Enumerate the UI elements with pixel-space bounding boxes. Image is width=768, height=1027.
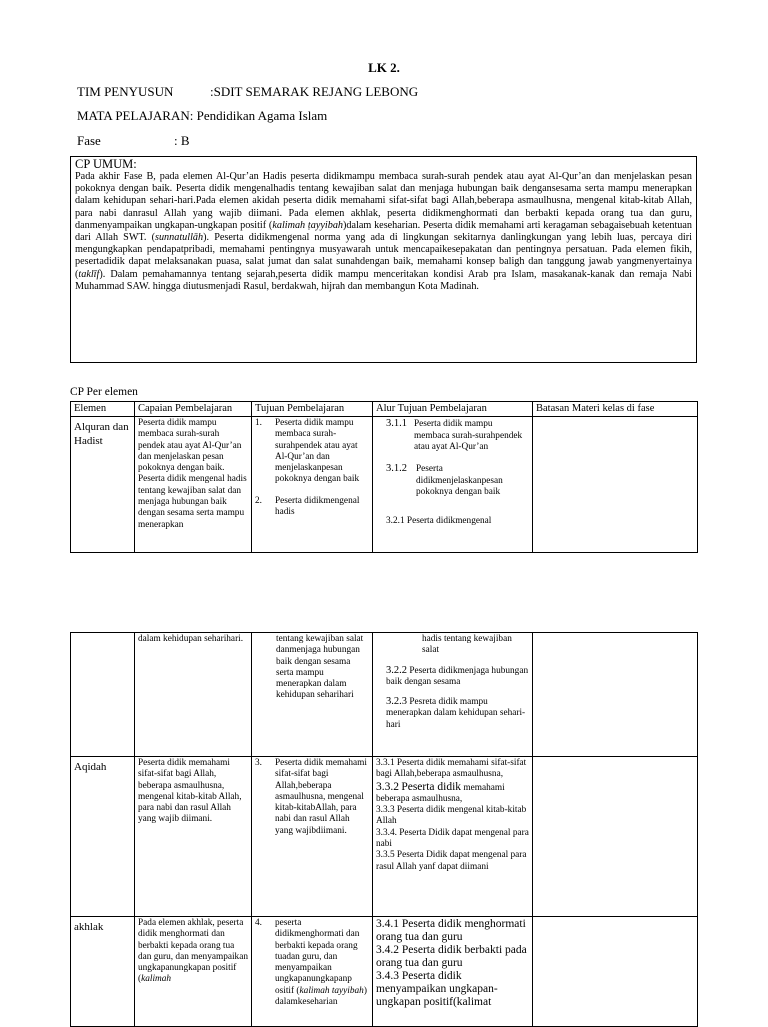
table-row <box>71 417 698 553</box>
elemen-akhlak: akhlak <box>71 917 135 1027</box>
atp-alquran: 3.1.1 Peserta didik mampu membaca surah-surahpendek atau ayat Al-Qur’an 3.1.2 Peserta didikmenjelaskanpesan pokoknya dengan baik 3.2.1 Peserta didikmengenal <box>373 417 533 553</box>
header-alur: Alur Tujuan Pembelajaran <box>373 402 533 417</box>
atp-akhlak: 3.4.1 Peserta didik menghormati orang tua dan guru 3.4.2 Peserta didik berbakti pada orang tua dan guru 3.4.3 Peserta didik menyampaikan ungkapan-ungkapan positif(kalimat <box>373 917 533 1027</box>
cp-table-page-2 <box>70 632 698 1027</box>
batasan-alquran-cont <box>533 633 698 757</box>
tp-alquran-cont: tentang kewajiban salat danmenjaga hubungan baik dengan sesama serta mampu menerapkan dalam kehidupan seharihari <box>252 633 373 757</box>
table-row <box>71 757 698 917</box>
meta-team <box>77 84 419 100</box>
batasan-alquran <box>533 417 698 553</box>
header-capaian: Capaian Pembelajaran <box>135 402 252 417</box>
cp-umum-heading: CP UMUM: <box>75 157 137 171</box>
elemen-alquran: Alquran dan Hadist <box>71 417 135 553</box>
elemen-aqidah: Aqidah <box>71 757 135 917</box>
meta-team-value: :SDIT SEMARAK REJANG LEBONG <box>210 84 419 99</box>
elemen-alquran-cont <box>71 633 135 757</box>
meta-phase-value: : B <box>174 133 190 148</box>
meta-phase-label: Fase <box>77 133 101 148</box>
tp-akhlak: 4. peserta didikmenghormati dan berbakti kepada orang tuadan guru, dan menyampaikan ungkapanungkapanp ositif (kalimah tayyibah) dalamkeseharian <box>252 917 373 1027</box>
table-row <box>71 917 698 1027</box>
cp-per-elemen-label: CP Per elemen <box>70 386 138 398</box>
tp-alquran: 1. Peserta didik mampu membaca surah-surahpendek atau ayat Al-Qur’an dan menjelaskanpesan pokoknya dengan baik 2. Peserta didikmengenal hadis <box>252 417 373 553</box>
cp-alquran: Peserta didik mampu membaca surah-surah pendek atau ayat Al-Qur’an dan menjelaskan pesan pokoknya dengan baik. Peserta didik mengenal hadis tentang kewajiban salat dan menjaga hubungan baik dengan sesama serta mampu menerapkan <box>135 417 252 553</box>
table-header-row <box>71 402 698 417</box>
atp-aqidah: 3.3.1 Peserta didik memahami sifat-sifat bagi Allah,beberapa asmaulhusna, 3.3.2 Peserta didik memahami beberapa asmaulhusna, 3.3.3 Peserta didik mengenal kitab-kitab Allah 3.3.4. Peserta Didik dapat mengenal para nabi 3.3.5 Peserta Didik dapat mengenal para rasul Allah yanf dapat diimani <box>373 757 533 917</box>
header-batasan: Batasan Materi kelas di fase <box>533 402 698 417</box>
cp-table-page-1 <box>70 401 698 553</box>
meta-subject-label: MATA PELAJARAN: <box>77 108 194 123</box>
meta-subject-value: Pendidikan Agama Islam <box>196 108 328 123</box>
tp-aqidah: 3. Peserta didik memahami sifat-sifat bagi Allah,beberapa asmaulhusna, mengenal kitab-kitabAllah, para nabi dan rasul Allah yang wajibdiimani. <box>252 757 373 917</box>
cp-umum-box <box>70 156 697 363</box>
cp-umum-text: Pada akhir Fase B, pada elemen Al-Qur’an Hadis peserta didikmampu membaca surah-surah pendek atau ayat Al-Qur’an dan menjelaskan pesan pokoknya dengan baik. Peserta didik mengenalhadis tentang kewajiban salat dan menjaga hubungan baik dengansesama serta mampu menerapkan dalam kehidupan sehari-hari.Pada elemen akidah peserta didik memahami sifat-sifat bagi Allah,beberapa asmaulhusna, mengenal kitab-kitab Allah, para nabi danrasul Allah yang wajib diimani. Pada elemen akhlak, peserta didikmenghormati dan berbakti kepada orang tua dan guru, danmenyampaikan ungkapan-ungkapan positif (kalimah ṭayyibah)dalam keseharian. Peserta didik memahami arti keragaman sebagaisebuah ketentuan dari Allah SWT. (sunnatullāh). Peserta didikmengenal norma yang ada di lingkungan sekitarnya danlingkungan yang lebih luas, percaya diri mengungkapkan pendapatpribadi, memahami pentingnya musyawarah untuk mencapaikesepakatan dan pentingnya persatuan. Pada elemen fikih, pesertadidik dapat melaksanakan puasa, salat jumat dan salat sunahdengan baik, memahami konsep baligh dan tanggung jawab yangmenyertainya (taklīf). Dalam pemahamannya tentang sejarah,peserta didik mampu menceritakan kondisi Arab pra Islam, masakanak-kanak dan remaja Nabi Muhammad SAW. hingga diutusmenjadi Rasul, berdakwah, hijrah dan membangun Kota Madinah. <box>75 171 692 292</box>
header-tujuan: Tujuan Pembelajaran <box>252 402 373 417</box>
atp-alquran-cont: hadis tentang kewajiban salat 3.2.2 Peserta didikmenjaga hubungan baik dengan sesama 3.2.3 Pesreta didik mampu menerapkan dalam kehidupan sehari-hari <box>373 633 533 757</box>
header-elemen: Elemen <box>71 402 135 417</box>
cp-akhlak: Pada elemen akhlak, peserta didik menghormati dan berbakti kepada orang tua dan guru, dan menyampaikan ungkapanungkapan positif (kalimah <box>135 917 252 1027</box>
meta-team-label: TIM PENYUSUN <box>77 84 174 99</box>
document-title: LK 2. <box>368 60 400 75</box>
table-row <box>71 633 698 757</box>
cp-aqidah: Peserta didik memahami sifat-sifat bagi Allah, beberapa asmaulhusna, mengenal kitab-kitab Allah, para nabi dan rasul Allah yang wajib diimani. <box>135 757 252 917</box>
batasan-akhlak <box>533 917 698 1027</box>
batasan-aqidah <box>533 757 698 917</box>
meta-subject <box>77 108 327 124</box>
meta-phase <box>77 133 190 149</box>
cp-alquran-cont: dalam kehidupan seharihari. <box>135 633 252 757</box>
